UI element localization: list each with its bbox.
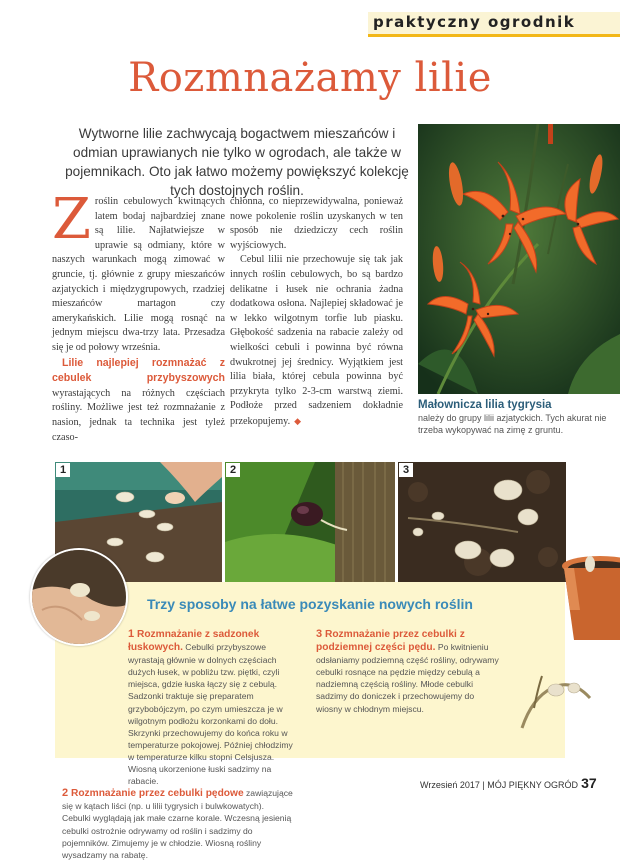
photo-caption: [418, 398, 618, 436]
end-mark: ◆: [294, 415, 302, 426]
scale-hand-photo: [30, 548, 128, 646]
method-3-text: Po kwitnieniu odsłaniamy podziemną część rośliny, odrywamy cebulki rosnące na pędzie między cebulą a nadziemną częścią rośliny. Młode cebulki sadzimy do doniczek i przechowujemy do wiosny w chłodnym miejscu.: [316, 642, 499, 714]
article-column-1: [52, 187, 225, 445]
section-tab: [368, 12, 620, 37]
method-2-text: zawiązujące się w kątach liści (np. u lilii tygrysich i bulwkowatych). Cebulki wyglądają jak małe czarne korale. Wczesną jesienią cebulki ostrożnie odrywamy od roślin i sadzimy do pojemników. Zimujemy je w chłodzie. Wiosną rośliny wysadzamy na rabatę.: [62, 788, 293, 860]
methods-column-1: [62, 628, 294, 861]
method-1: [62, 628, 294, 787]
article-lead: Wytworne lilie zachwycają bogactwem mieszańców i odmian uprawianych nie tylko w ogrodach, ale także w pojemnikach. Oto jak łatwo możemy powiększyć kolekcję tych dostojnych roślin.: [65, 126, 409, 198]
tiger-lily-photo: [418, 124, 620, 394]
drop-cap: Z: [52, 187, 91, 252]
page-number: 37: [581, 775, 597, 791]
article-column-2: [230, 195, 403, 430]
paragraph: [230, 253, 403, 429]
step-photo-number-2: 2: [226, 463, 240, 477]
method-2: [62, 787, 294, 861]
issue-label: Wrzesień 2017 | MÓJ PIĘKNY OGRÓD: [420, 780, 579, 790]
step-photo-3: [398, 462, 566, 582]
method-2-heading: [62, 788, 244, 799]
method-3-number: 3: [316, 628, 323, 640]
method-2-number: 2: [62, 787, 69, 800]
paragraph: [52, 356, 225, 446]
paragraph: [52, 187, 225, 356]
caption-title: Małownicza lilia tygrysia: [418, 399, 552, 411]
paragraph-text: Cebul lilii nie przechowuje się tak jak innych roślin cebulowych, bo są bardzo delikatne i łusek nie ochrania żadna dodatkowa osłona. Najlepiej składować je w lekko wilgotnym torfie lub piasku. Głębokość sadzenia na rabacie zależy od wielkości cebuli i powinna być równa dwukrotnej jej średnicy. Wyjątkiem jest lilia biała, której cebula powinna być przykryta tylko 2-3-cm warstwą ziemi. Podłoże przed sadzeniem dokładnie przekopujemy.: [230, 254, 403, 427]
bulb-sprout-photo: [512, 668, 592, 730]
caption-text: należy do grupy lilii azjatyckich. Tych akurat nie trzeba wykopywać na zimę z gruntu.: [418, 413, 607, 435]
step-photo-number-1: 1: [56, 463, 70, 477]
method-2-title: Rozmnażanie przez cebulki pędowe: [68, 788, 244, 800]
section-label: praktyczny ogrodnik: [373, 13, 576, 31]
method-1-number: 1: [128, 628, 135, 640]
method-3-title: Rozmnażanie przez cebulki z podziemnej części pędu.: [316, 629, 465, 654]
method-1-title: Rozmnażanie z sadzonek łuskowych.: [128, 629, 260, 654]
step-photo-2: [225, 462, 395, 582]
paragraph: chłonna, co nieprzewidywalna, ponieważ nowe pokolenie roślin uzyskanych w ten sposób nie dziedziczy cech roślin wyjściowych.: [230, 196, 403, 251]
method-1-text: Cebulki przybyszowe wyrastają głównie w dolnych częściach dużych łusek, w pobliżu tzw. piętki, czyli miejsca, gdzie łuska łączy się z cebulą. Sadzonki traktuje się preparatem grzybobójczym, po czym umieszcza je w wilgotnym podłożu korzonkami do dołu. Skrzynki przechowujemy do końca roku w temperaturze pokojowej. Później chłodzimy w temperaturze kilku stopni Celsjusza. Wiosną ukorzenione łuski sadzimy na rabacie.: [128, 642, 293, 787]
article-title: Rozmnażamy lilie: [128, 55, 492, 101]
paragraph-text: wyrastających na różnych częściach rośliny. Możliwe jest też rozmnażanie z nasion, jednak ta technika jest tyleż czaso-: [52, 387, 225, 443]
paragraph-text: roślin cebulowych kwitnących latem bodaj najbardziej znane są lilie. Najłatwiejsze w uprawie są odmiany, które w naszych warunkach mogą zimować w gruncie, tj. głównie z grupy mieszańców azjatyckich i międzygrupowych, rzadziej mieszańców martagon czy amerykańskich. Lilie mogą rosnąć na jednym miejscu dwa-trzy lata. Przesadza się je od połowy września.: [52, 196, 225, 353]
page-footer: [420, 775, 616, 791]
step-photo-number-3: 3: [399, 463, 413, 477]
methods-box-title: Trzy sposoby na łatwe pozyskanie nowych roślin: [147, 596, 473, 612]
highlight-text: Lilie najlepiej rozmnażać z cebulek przybyszowych: [52, 356, 225, 385]
flower-pot-photo: [560, 540, 620, 650]
